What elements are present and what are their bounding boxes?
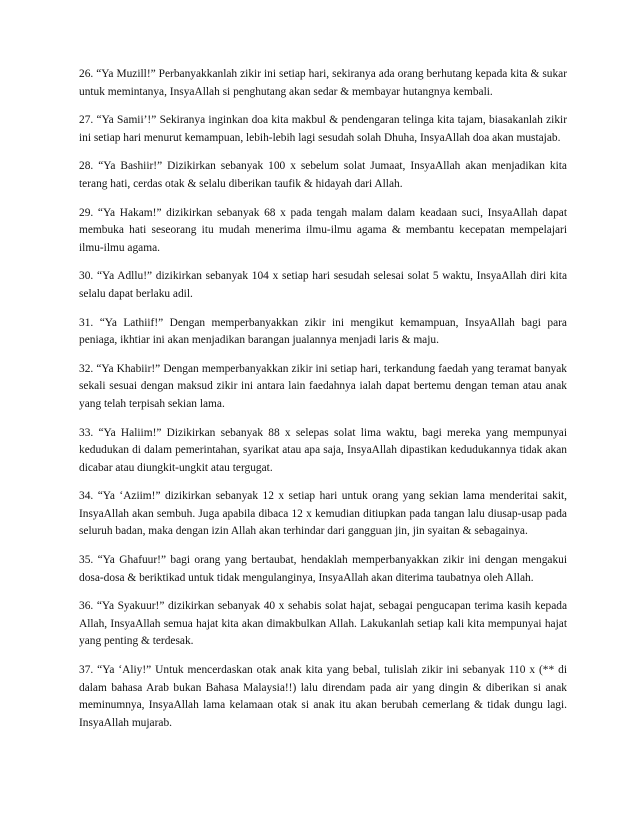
paragraph-34: 34. “Ya ‘Aziim!” dizikirkan sebanyak 12 x setiap hari untuk orang yang sekian lama menderitai sakit, InsyaAllah akan sembuh. Juga apabila dibaca 12 x kemudian ditiupkan pada tangan lalu diusap-usap pada seluruh badan, maka dengan izin Allah akan terhindar dari gangguan jin, jin syaitan & sebagainya. — [79, 490, 567, 538]
paragraph-28: 28. “Ya Bashiir!” Dizikirkan sebanyak 100 x sebelum solat Jumaat, InsyaAllah akan menjadikan kita terang hati, cerdas otak & selalu diberikan taufik & hidayah dari Allah. — [79, 160, 567, 190]
document-page — [79, 66, 567, 743]
paragraph-35: 35. “Ya Ghafuur!” bagi orang yang bertaubat, hendaklah memperbanyakkan zikir ini dengan mengakui dosa-dosa & beriktikad untuk tidak mengulanginya, InsyaAllah akan diterima taubatnya oleh Allah. — [79, 554, 567, 584]
paragraph-26: 26. “Ya Muzill!” Perbanyakkanlah zikir ini setiap hari, sekiranya ada orang berhutang kepada kita & sukar untuk memintanya, InsyaAllah si penghutang akan sedar & membayar hutangnya kembali. — [79, 68, 567, 98]
paragraph-27: 27. “Ya Samii’!” Sekiranya inginkan doa kita makbul & pendengaran telinga kita tajam, biasakanlah zikir ini setiap hari menurut kemampuan, lebih-lebih lagi sesudah solah Dhuha, InsyaAllah doa akan mustajab. — [79, 114, 567, 144]
paragraph-31: 31. “Ya Lathiif!” Dengan memperbanyakkan zikir ini mengikut kemampuan, InsyaAllah bagi para peniaga, ikhtiar ini akan menjadikan barangan jualannya menjadi laris & maju. — [79, 316, 567, 347]
paragraph-33: 33. “Ya Haliim!” Dizikirkan sebanyak 88 x selepas solat lima waktu, bagi mereka yang mempunyai kedudukan di dalam pemerintahan, syarikat atau apa saja, InsyaAllah dipastikan kedudukannya tidak akan dicabar atau diungkit-ungkit atau tergugat. — [79, 426, 567, 474]
paragraph-29: 29. “Ya Hakam!” dizikirkan sebanyak 68 x pada tengah malam dalam keadaan suci, InsyaAllah dapat membuka hati seseorang itu mudah menerima ilmu-ilmu agama & membantu kecepatan mempelajari ilmu-ilmu agama. — [79, 206, 567, 254]
paragraph-32: 32. “Ya Khabiir!” Dengan memperbanyakkan zikir ini setiap hari, terkandung faedah yang teramat banyak sekali sesuai dengan maksud zikir ini antara lain faedahnya ialah dapat bertemu dengan teman atau anak yang telah terpisah sekian lama. — [79, 362, 567, 410]
paragraph-36: 36. “Ya Syakuur!” dizikirkan sebanyak 40 x sehabis solat hajat, sebagai pengucapan terima kasih kepada Allah, InsyaAllah semua hajat kita akan dimakbulkan Allah. Lakukanlah setiap kali kita mempunyai hajat yang penting & terdesak. — [79, 600, 567, 648]
paragraph-37: 37. “Ya ‘Aliy!” Untuk mencerdaskan otak anak kita yang bebal, tulislah zikir ini sebanyak 110 x (** di dalam bahasa Arab bukan Bahasa Malaysia!!) lalu direndam pada air yang dingin & diberikan si anak meminumnya, InsyaAllah lama kelamaan otak si anak itu akan berubah cemerlang & tidak dungu lagi. InsyaAllah mujarab. — [79, 664, 567, 729]
paragraph-30: 30. “Ya Adllu!” dizikirkan sebanyak 104 x setiap hari sesudah selesai solat 5 waktu, InsyaAllah diri kita selalu dapat berlaku adil. — [79, 270, 567, 300]
